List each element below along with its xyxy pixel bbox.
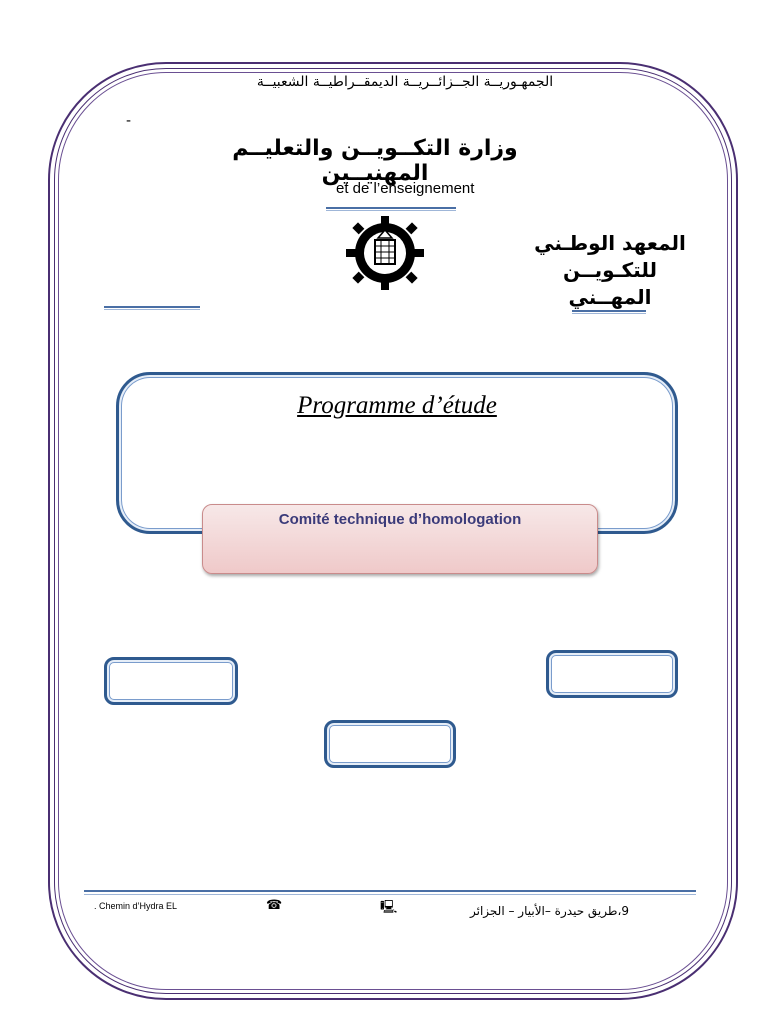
republic-heading: الجمهـوريــة الجــزائــريــة الديمقــراطيــة الشعبيــة xyxy=(256,74,554,90)
divider-left xyxy=(104,306,200,308)
ministry-heading: وزارة التكــويــن والتعليــم المهنيــين xyxy=(232,136,518,186)
empty-box-left xyxy=(104,657,238,705)
fax-icon: 🖳 xyxy=(380,900,398,915)
ministry-french-fragment: et de l’enseignement xyxy=(336,180,475,197)
footer-divider xyxy=(84,890,696,892)
divider-right xyxy=(572,310,646,312)
empty-box-center xyxy=(324,720,456,768)
institute-line-2: للتكـويــن المهــني xyxy=(562,258,658,309)
gear-emblem-icon xyxy=(342,214,428,292)
footer-address-ar: 9،طريق حيدرة –الأبيار – الجزائر xyxy=(470,904,629,918)
committee-label: Comité technique d’homologation xyxy=(278,511,522,528)
institute-name xyxy=(520,230,700,311)
dash-mark: - xyxy=(126,113,132,129)
divider-center xyxy=(326,207,456,209)
programme-title: Programme d’étude xyxy=(297,392,497,419)
footer-address-fr: . Chemin d’Hydra EL xyxy=(94,901,178,911)
institute-line-1: المعهد الوطـني xyxy=(534,231,686,255)
empty-box-right xyxy=(546,650,678,698)
phone-icon: ☎ xyxy=(266,898,283,913)
